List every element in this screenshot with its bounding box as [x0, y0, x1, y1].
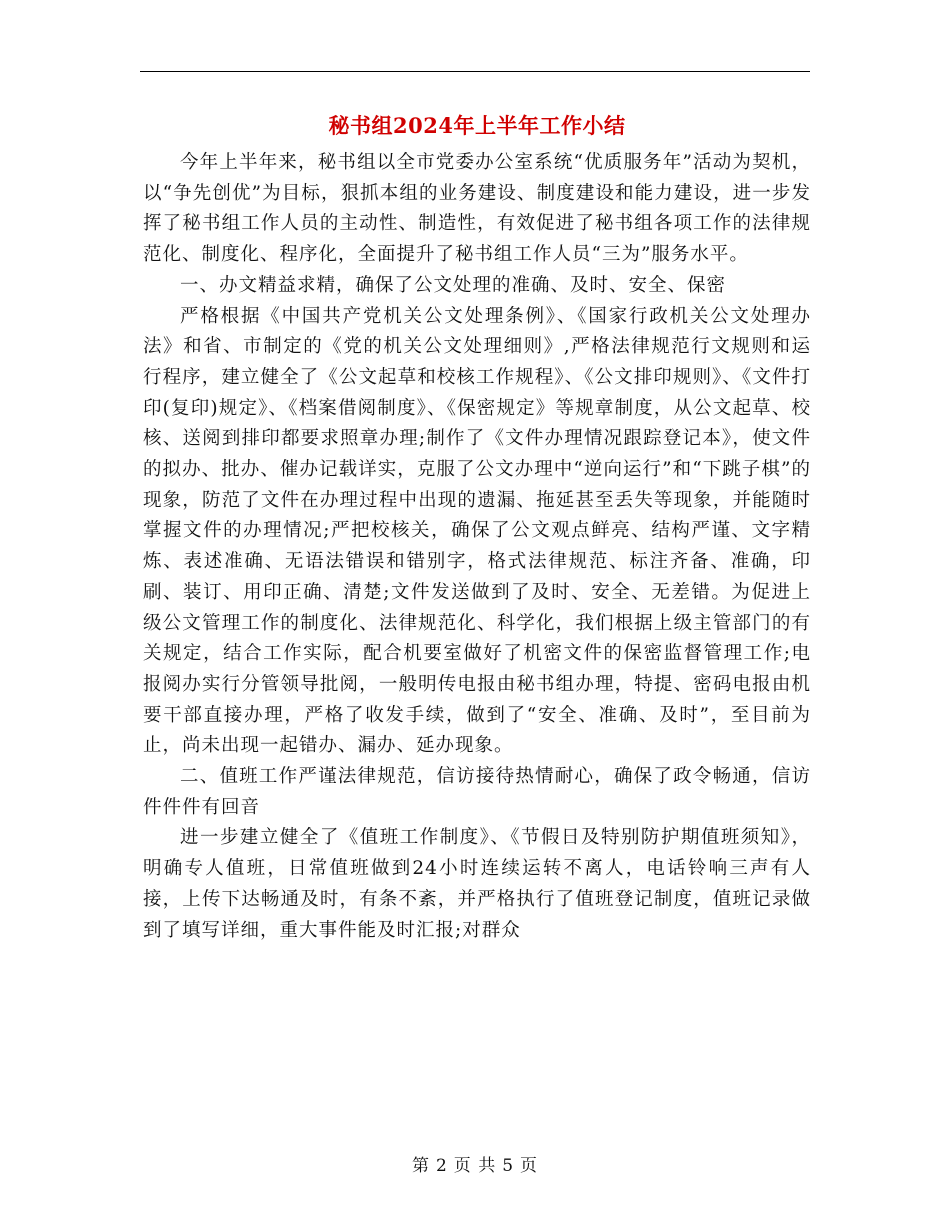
- document-title: 秘书组2024年上半年工作小结: [328, 113, 626, 138]
- paragraph-section-2: 进一步建立健全了《值班工作制度》、《节假日及特别防护期值班须知》，明确专人值班，日常值班做到24小时连续运转不离人，电话铃响三声有人接，上传下达畅通及时，有条不紊，并严格执行了值班登记制度，值班记录做到了填写详细，重大事件能及时汇报;对群众: [143, 827, 811, 941]
- section-heading-1: 一、办文精益求精，确保了公文处理的准确、及时、安全、保密: [180, 274, 727, 296]
- page-label-mid: 页 共: [453, 1156, 497, 1176]
- page-total-number: 5: [502, 1156, 515, 1176]
- header-rule: [140, 71, 810, 72]
- page-label-prefix: 第: [411, 1156, 430, 1176]
- paragraph-intro: 今年上半年来，秘书组以全市党委办公室系统“优质服务年”活动为契机，以“争先创优”为目标，狠抓本组的业务建设、制度建设和能力建设，进一步发挥了秘书组工作人员的主动性、制造性，有效促进了秘书组各项工作的法律规范化、制度化、程序化，全面提升了秘书组工作人员“三为”服务水平。: [143, 152, 811, 266]
- page-footer: [0, 1155, 950, 1177]
- paragraph-section-1: 严格根据《中国共产党机关公文处理条例》、《国家行政机关公文处理办法》和省、市制定的《党的机关公文处理细则》,严格法律规范行文规则和运行程序，建立健全了《公文起草和校核工作规程》、《公文排印规则》、《文件打印(复印)规定》、《档案借阅制度》、《保密规定》等规章制度，从公文起草、校核、送阅到排印都要求照章办理;制作了《文件办理情况跟踪登记本》，使文件的拟办、批办、催办记载详实，克服了公文办理中“逆向运行”和“下跳子棋”的现象，防范了文件在办理过程中出现的遗漏、拖延甚至丢失等现象，并能随时掌握文件的办理情况;严把校核关，确保了公文观点鲜亮、结构严谨、文字精炼、表述准确、无语法错误和错别字，格式法律规范、标注齐备、准确，印刷、装订、用印正确、清楚;文件发送做到了及时、安全、无差错。为促进上级公文管理工作的制度化、法律规范化、科学化，我们根据上级主管部门的有关规定，结合工作实际，配合机要室做好了机密文件的保密监督管理工作;电报阅办实行分管领导批阅，一般明传电报由秘书组办理，特提、密码电报由机要干部直接办理，严格了收发手续，做到了“安全、准确、及时”，至目前为止，尚未出现一起错办、漏办、延办现象。: [143, 305, 811, 757]
- section-heading-2: 二、值班工作严谨法律规范，信访接待热情耐心，确保了政令畅通，信访件件件有回音: [143, 766, 811, 818]
- page-label-suffix: 页: [520, 1156, 539, 1176]
- page-current-number: 2: [435, 1156, 448, 1176]
- document-body: [143, 108, 811, 946]
